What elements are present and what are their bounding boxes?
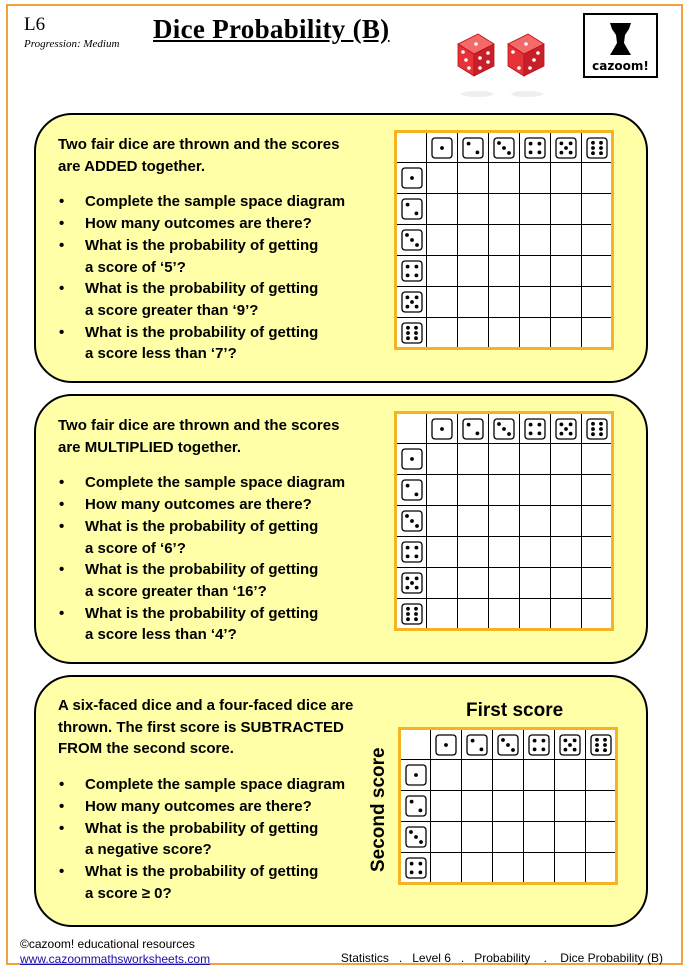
dice-1-icon: [401, 167, 423, 189]
intro-line: are MULTIPLIED together.: [58, 438, 242, 456]
row-header-cell: [396, 318, 427, 349]
progression-label: Progression: Medium: [24, 38, 120, 50]
answer-cell[interactable]: [427, 256, 458, 287]
sample-space-grid-3: [398, 727, 618, 885]
bullet-item: • What is the probability of getting a score less than ‘4’?: [58, 603, 345, 646]
bullet-item: • Complete the sample space diagram: [58, 472, 345, 494]
answer-cell[interactable]: [582, 444, 613, 475]
answer-cell[interactable]: [489, 194, 520, 225]
answer-cell[interactable]: [582, 194, 613, 225]
column-header-cell: [555, 729, 586, 760]
column-header-cell: [524, 729, 555, 760]
answer-cell[interactable]: [462, 853, 493, 884]
answer-cell[interactable]: [489, 287, 520, 318]
answer-cell[interactable]: [489, 444, 520, 475]
answer-cell[interactable]: [489, 318, 520, 349]
answer-cell[interactable]: [555, 822, 586, 853]
answer-cell[interactable]: [551, 506, 582, 537]
bullet-item: • What is the probability of getting a score of ‘5’?: [58, 235, 345, 278]
dice-1-icon: [405, 764, 427, 786]
logo-text: cazoom!: [592, 59, 649, 73]
answer-cell[interactable]: [520, 163, 551, 194]
answer-cell[interactable]: [551, 194, 582, 225]
answer-cell[interactable]: [582, 163, 613, 194]
answer-cell[interactable]: [551, 537, 582, 568]
row-header-cell: [396, 194, 427, 225]
question-text-1: [58, 134, 345, 365]
dice-3-icon: [497, 734, 519, 756]
dice-2-icon: [401, 198, 423, 220]
answer-cell[interactable]: [551, 444, 582, 475]
intro-line: FROM the second score.: [58, 740, 234, 758]
dice-2-icon: [405, 795, 427, 817]
grid-corner-cell: [400, 729, 431, 760]
dice-4-icon: [524, 137, 546, 159]
answer-cell[interactable]: [555, 760, 586, 791]
dice-4-icon: [401, 260, 423, 282]
row-header-cell: [396, 568, 427, 599]
dice-5-icon: [401, 291, 423, 313]
red-dice-icon: [450, 22, 560, 102]
answer-cell[interactable]: [489, 599, 520, 630]
intro-line: Two fair dice are thrown and the scores: [58, 417, 340, 434]
answer-cell[interactable]: [489, 163, 520, 194]
row-header-cell: [400, 791, 431, 822]
dice-4-icon: [405, 857, 427, 879]
answer-cell[interactable]: [462, 760, 493, 791]
bullet-item: • What is the probability of getting a score greater than ‘16’?: [58, 559, 345, 602]
dice-3-icon: [401, 229, 423, 251]
answer-cell[interactable]: [431, 791, 462, 822]
dice-1-icon: [431, 137, 453, 159]
column-header-cell: [431, 729, 462, 760]
vase-logo-icon: [585, 15, 656, 61]
answer-cell[interactable]: [551, 287, 582, 318]
bullet-item: • How many outcomes are there?: [58, 213, 345, 235]
intro-line: A six-faced dice and a four-faced dice are: [58, 697, 354, 714]
answer-cell[interactable]: [524, 760, 555, 791]
answer-cell[interactable]: [427, 225, 458, 256]
bullet-item: • What is the probability of getting a score less than ‘7’?: [58, 322, 345, 365]
answer-cell[interactable]: [458, 444, 489, 475]
answer-cell[interactable]: [586, 760, 617, 791]
answer-cell[interactable]: [493, 791, 524, 822]
column-header-cell: [582, 413, 613, 444]
dice-6-icon: [590, 734, 612, 756]
answer-cell[interactable]: [427, 163, 458, 194]
answer-cell[interactable]: [520, 225, 551, 256]
column-header-cell: [586, 729, 617, 760]
row-header-cell: [396, 444, 427, 475]
answer-cell[interactable]: [489, 475, 520, 506]
answer-cell[interactable]: [427, 568, 458, 599]
answer-cell[interactable]: [551, 225, 582, 256]
answer-cell[interactable]: [524, 853, 555, 884]
row-header-cell: [400, 853, 431, 884]
row-header-cell: [396, 599, 427, 630]
dice-1-icon: [401, 448, 423, 470]
dice-2-icon: [462, 137, 484, 159]
intro-line: thrown. The first score is SUBTRACTED: [58, 718, 344, 736]
answer-cell[interactable]: [458, 318, 489, 349]
answer-cell[interactable]: [458, 256, 489, 287]
answer-cell[interactable]: [458, 506, 489, 537]
grid-corner-cell: [396, 132, 427, 163]
answer-cell[interactable]: [458, 163, 489, 194]
dice-2-icon: [466, 734, 488, 756]
answer-cell[interactable]: [427, 506, 458, 537]
dice-6-icon: [586, 137, 608, 159]
answer-cell[interactable]: [520, 599, 551, 630]
bullet-item: • Complete the sample space diagram: [58, 774, 353, 796]
column-header-cell: [462, 729, 493, 760]
answer-cell[interactable]: [458, 537, 489, 568]
bullet-item: • What is the probability of getting a score ≥ 0?: [58, 861, 353, 904]
answer-cell[interactable]: [427, 599, 458, 630]
column-header-cell: [458, 132, 489, 163]
answer-cell[interactable]: [582, 506, 613, 537]
answer-cell[interactable]: [458, 287, 489, 318]
row-header-cell: [400, 760, 431, 791]
column-header-cell: [458, 413, 489, 444]
sample-space-grid-2: [394, 411, 614, 631]
answer-cell[interactable]: [462, 822, 493, 853]
answer-cell[interactable]: [582, 568, 613, 599]
answer-cell[interactable]: [582, 318, 613, 349]
dice-3-icon: [405, 826, 427, 848]
dice-6-icon: [401, 603, 423, 625]
first-score-label: First score: [466, 700, 564, 721]
answer-cell[interactable]: [586, 791, 617, 822]
row-header-cell: [396, 287, 427, 318]
answer-cell[interactable]: [427, 194, 458, 225]
answer-cell[interactable]: [520, 256, 551, 287]
column-header-cell: [427, 132, 458, 163]
answer-cell[interactable]: [458, 194, 489, 225]
answer-cell[interactable]: [493, 853, 524, 884]
column-header-cell: [489, 413, 520, 444]
answer-cell[interactable]: [520, 506, 551, 537]
answer-cell[interactable]: [582, 256, 613, 287]
column-header-cell: [582, 132, 613, 163]
answer-cell[interactable]: [431, 760, 462, 791]
answer-cell[interactable]: [427, 444, 458, 475]
bullet-item: • How many outcomes are there?: [58, 796, 353, 818]
intro-line: are ADDED together.: [58, 157, 205, 175]
answer-cell[interactable]: [489, 568, 520, 599]
answer-cell[interactable]: [551, 163, 582, 194]
answer-cell[interactable]: [555, 853, 586, 884]
answer-cell[interactable]: [520, 444, 551, 475]
answer-cell[interactable]: [427, 475, 458, 506]
answer-cell[interactable]: [520, 568, 551, 599]
answer-cell[interactable]: [582, 475, 613, 506]
dice-1-icon: [431, 418, 453, 440]
footer-breadcrumb: Statistics . Level 6 . Probability . Dice Probability (B): [340, 951, 663, 965]
dice-2-icon: [462, 418, 484, 440]
row-header-cell: [396, 163, 427, 194]
answer-cell[interactable]: [555, 791, 586, 822]
answer-cell[interactable]: [520, 194, 551, 225]
column-header-cell: [489, 132, 520, 163]
answer-cell[interactable]: [520, 475, 551, 506]
copyright-text: ©cazoom! educational resources: [20, 937, 195, 951]
answer-cell[interactable]: [427, 537, 458, 568]
footer-left: [20, 937, 210, 967]
column-header-cell: [520, 132, 551, 163]
answer-cell[interactable]: [458, 568, 489, 599]
answer-cell[interactable]: [462, 791, 493, 822]
dice-6-icon: [401, 322, 423, 344]
answer-cell[interactable]: [524, 822, 555, 853]
answer-cell[interactable]: [489, 225, 520, 256]
answer-cell[interactable]: [551, 599, 582, 630]
website-link[interactable]: www.cazoommathsworksheets.com: [20, 952, 211, 966]
bullet-item: • What is the probability of getting a score greater than ‘9’?: [58, 278, 345, 321]
dice-3-icon: [493, 137, 515, 159]
row-header-cell: [400, 822, 431, 853]
intro-line: Two fair dice are thrown and the scores: [58, 136, 340, 153]
answer-cell[interactable]: [520, 318, 551, 349]
question-text-2: [58, 415, 345, 646]
dice-5-icon: [559, 734, 581, 756]
column-header-cell: [493, 729, 524, 760]
answer-cell[interactable]: [427, 287, 458, 318]
cazoom-logo: [583, 13, 658, 78]
answer-cell[interactable]: [524, 791, 555, 822]
answer-cell[interactable]: [458, 225, 489, 256]
answer-cell[interactable]: [431, 822, 462, 853]
answer-cell[interactable]: [427, 318, 458, 349]
answer-cell[interactable]: [520, 537, 551, 568]
answer-cell[interactable]: [551, 475, 582, 506]
answer-cell[interactable]: [493, 822, 524, 853]
bullet-item: • What is the probability of getting a negative score?: [58, 818, 353, 861]
page-title: Dice Probability (B): [153, 14, 390, 44]
answer-cell[interactable]: [586, 853, 617, 884]
row-header-cell: [396, 256, 427, 287]
bullet-item: • What is the probability of getting a score of ‘6’?: [58, 516, 345, 559]
bullet-item: • Complete the sample space diagram: [58, 191, 345, 213]
answer-cell[interactable]: [489, 506, 520, 537]
answer-cell[interactable]: [520, 287, 551, 318]
dice-3-icon: [401, 510, 423, 532]
dice-4-icon: [524, 418, 546, 440]
column-header-cell: [551, 413, 582, 444]
answer-cell[interactable]: [458, 475, 489, 506]
dice-5-icon: [555, 137, 577, 159]
answer-cell[interactable]: [458, 599, 489, 630]
answer-cell[interactable]: [551, 568, 582, 599]
dice-1-icon: [435, 734, 457, 756]
bullet-item: • How many outcomes are there?: [58, 494, 345, 516]
answer-cell[interactable]: [582, 287, 613, 318]
column-header-cell: [520, 413, 551, 444]
answer-cell[interactable]: [586, 822, 617, 853]
sample-space-grid-1: [394, 130, 614, 350]
dice-5-icon: [401, 572, 423, 594]
dice-4-icon: [528, 734, 550, 756]
grid-corner-cell: [396, 413, 427, 444]
dice-2-icon: [401, 479, 423, 501]
row-header-cell: [396, 225, 427, 256]
row-header-cell: [396, 537, 427, 568]
row-header-cell: [396, 506, 427, 537]
dice-6-icon: [586, 418, 608, 440]
level-label: L6: [24, 14, 46, 35]
column-header-cell: [427, 413, 458, 444]
dice-4-icon: [401, 541, 423, 563]
answer-cell[interactable]: [489, 537, 520, 568]
question-text-3: [58, 695, 353, 904]
answer-cell[interactable]: [431, 853, 462, 884]
answer-cell[interactable]: [582, 599, 613, 630]
dice-5-icon: [555, 418, 577, 440]
answer-cell[interactable]: [582, 537, 613, 568]
answer-cell[interactable]: [582, 225, 613, 256]
row-header-cell: [396, 475, 427, 506]
column-header-cell: [551, 132, 582, 163]
answer-cell[interactable]: [493, 760, 524, 791]
second-score-label: Second score: [368, 747, 389, 872]
dice-3-icon: [493, 418, 515, 440]
answer-cell[interactable]: [551, 318, 582, 349]
answer-cell[interactable]: [489, 256, 520, 287]
answer-cell[interactable]: [551, 256, 582, 287]
